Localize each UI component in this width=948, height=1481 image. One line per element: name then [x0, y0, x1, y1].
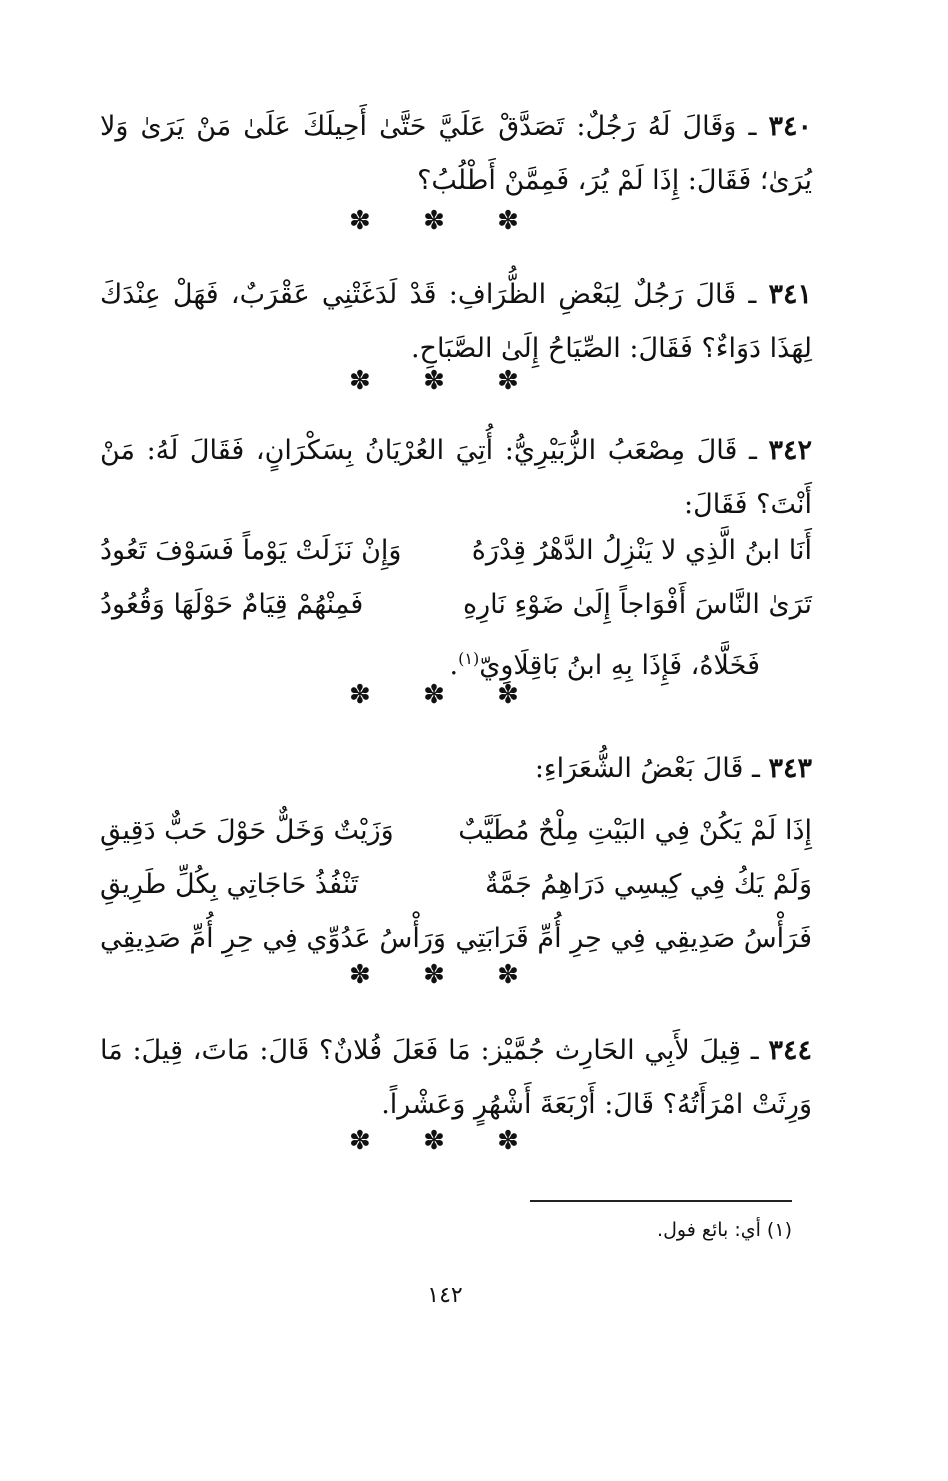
entry-text: وَقَالَ لَهُ رَجُلٌ: تَصَدَّقْ عَلَيَّ حَتَّىٰ أَحِيلَكَ عَلَىٰ مَنْ يَرَىٰ وَلا يُرَىٰ؛ فَقَالَ: إِذَا لَمْ يُرَ، فَمِمَّنْ أَطْلُبُ؟ [100, 111, 812, 196]
footnote-divider [530, 1200, 792, 1202]
poem-verse [100, 804, 812, 858]
poem-verse [100, 524, 812, 578]
entry-text: قَالَ رَجُلٌ لِبَعْضِ الظُّرَافِ: قَدْ لَدَغَتْنِي عَقْرَبٌ، فَهَلْ عِنْدَكَ لِهَذَا دَوَاءٌ؟ فَقَالَ: الصِّيَاحُ إِلَىٰ الصَّبَاحِ. [100, 279, 812, 364]
verse-second-hemistich: فَمِنْهُمْ قِيَامٌ حَوْلَهَا وَقُعُودُ [100, 589, 364, 620]
entry-344: ٣٤٤ ـ قِيلَ لأَبِي الحَارِث جُمَّيْز: مَا فَعَلَ فُلانٌ؟ قَالَ: مَاتَ، قِيلَ: مَا وَرِثَتْ امْرَأَتُهُ؟ قَالَ: أَرْبَعَةَ أَشْهُرٍ وَعَشْراً. [100, 1035, 812, 1120]
entry-number: ٣٤٢ [768, 435, 812, 466]
entry-text: قَالَ مِصْعَبُ الزُّبَيْرِيُّ: أُتِيَ العُرْيَانُ بِسَكْرَانٍ، فَقَالَ لَهُ: مَنْ أَنْتَ؟ فَقَالَ: [100, 435, 812, 520]
verse-first-hemistich: أَنَا ابنُ الَّذِي لا يَنْزِلُ الدَّهْرُ قِدْرَهُ [471, 535, 812, 566]
entry-343: ٣٤٣ ـ قَالَ بَعْضُ الشُّعَرَاءِ: [534, 753, 812, 784]
page-number: ١٤٢ [427, 1283, 463, 1308]
entry-number: ٣٤٤ [768, 1035, 812, 1066]
entry-number: ٣٤١ [768, 279, 812, 310]
verse-first-hemistich: فَرَأْسُ صَدِيقِي فِي حِرِ أُمِّ قَرَابَتِي [455, 923, 812, 954]
verse-second-hemistich: وَإِنْ نَزَلَتْ يَوْماً فَسَوْفَ تَعُودُ [100, 535, 402, 566]
verse-first-hemistich: وَلَمْ يَكُ فِي كِيسِي دَرَاهِمُ جَمَّةٌ [485, 869, 812, 900]
entry-number: ٣٤٠ [768, 111, 812, 142]
entry-340: ٣٤٠ ـ وَقَالَ لَهُ رَجُلٌ: تَصَدَّقْ عَلَيَّ حَتَّىٰ أَحِيلَكَ عَلَىٰ مَنْ يَرَىٰ وَلا يُرَىٰ؛ فَقَالَ: إِذَا لَمْ يُرَ، فَمِمَّنْ أَطْلُبُ؟ [100, 111, 812, 196]
section-separator: ✽ ✽ ✽ [349, 366, 541, 396]
footnote-reference: (١) [458, 649, 480, 668]
poem-verse [100, 858, 812, 912]
poem-verse [100, 578, 812, 632]
continuation-end: . [449, 650, 459, 681]
verse-second-hemistich: وَزَيْتٌ وَخَلٌّ حَوْلَ حَبٌّ دَقِيقِ [100, 815, 394, 846]
verse-second-hemistich: تَنْفُذُ حَاجَاتِي بِكُلِّ طَرِيقِ [100, 869, 359, 900]
continuation-text: فَخَلَّاهُ، فَإِذَا بِهِ ابنُ بَاقِلَاوِيّ [479, 650, 760, 681]
entry-text: قِيلَ لأَبِي الحَارِث جُمَّيْز: مَا فَعَلَ فُلانٌ؟ قَالَ: مَاتَ، قِيلَ: مَا وَرِثَتْ امْرَأَتُهُ؟ قَالَ: أَرْبَعَةَ أَشْهُرٍ وَعَشْراً. [100, 1035, 812, 1120]
entry-number: ٣٤٣ [768, 753, 812, 784]
section-separator: ✽ ✽ ✽ [349, 960, 541, 990]
poem-verse [100, 912, 812, 966]
verse-first-hemistich: إِذَا لَمْ يَكُنْ فِي البَيْتِ مِلْحٌ مُطَيَّبٌ [458, 815, 812, 846]
verse-first-hemistich: تَرَىٰ النَّاسَ أَفْوَاجاً إِلَىٰ ضَوْءِ نَارِهِ [462, 589, 812, 620]
section-separator: ✽ ✽ ✽ [349, 206, 541, 236]
verse-second-hemistich: وَرَأْسُ عَدُوِّي فِي حِرِ أُمِّ صَدِيقِي [100, 923, 446, 954]
footnote: (١) أي: بائع فول. [657, 1219, 792, 1241]
entry-text: قَالَ بَعْضُ الشُّعَرَاءِ: [534, 753, 744, 784]
section-separator: ✽ ✽ ✽ [349, 680, 541, 710]
entry-341: ٣٤١ ـ قَالَ رَجُلٌ لِبَعْضِ الظُّرَافِ: قَدْ لَدَغَتْنِي عَقْرَبٌ، فَهَلْ عِنْدَكَ لِهَذَا دَوَاءٌ؟ فَقَالَ: الصِّيَاحُ إِلَىٰ الصَّبَاحِ. [100, 279, 812, 364]
entry-342: ٣٤٢ ـ قَالَ مِصْعَبُ الزُّبَيْرِيُّ: أُتِيَ العُرْيَانُ بِسَكْرَانٍ، فَقَالَ لَهُ: مَنْ أَنْتَ؟ فَقَالَ: [100, 435, 812, 520]
section-separator: ✽ ✽ ✽ [349, 1126, 541, 1156]
